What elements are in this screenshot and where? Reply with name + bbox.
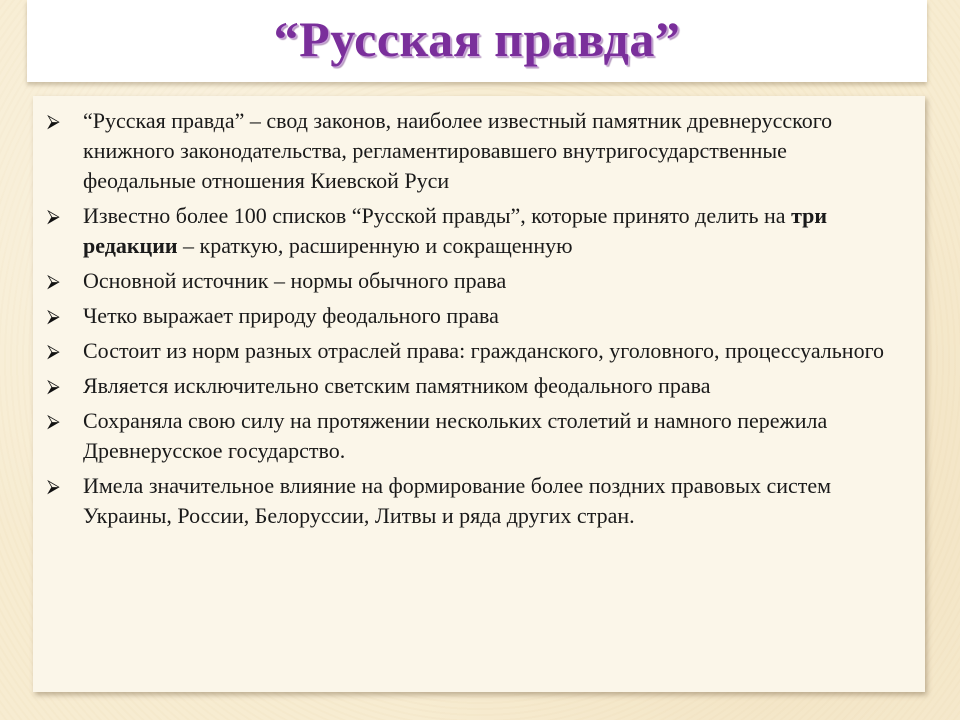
bullet-text-part: Известно более 100 списков “Русской правды”, которые принято делить на (83, 203, 792, 228)
bullet-text: Основной источник – нормы обычного права (83, 268, 507, 293)
arrow-bullet-icon: ⮚ (47, 306, 60, 327)
arrow-bullet-icon: ⮚ (47, 376, 60, 397)
bullet-text: Является исключительно светским памятником феодального права (83, 373, 711, 398)
bullet-item (45, 406, 905, 466)
arrow-bullet-icon: ⮚ (47, 411, 60, 432)
bullet-item (45, 336, 905, 366)
arrow-bullet-icon: ⮚ (47, 206, 60, 227)
slide-title: “Русская правда” (273, 11, 681, 67)
bullet-item (45, 471, 905, 531)
bullet-text: Четко выражает природу феодального права (83, 303, 499, 328)
title-bar (27, 0, 927, 82)
bullet-item (45, 266, 905, 296)
arrow-bullet-icon: ⮚ (47, 341, 60, 362)
content-box (33, 96, 925, 692)
bullet-item (45, 371, 905, 401)
bullet-text-part: – краткую, расширенную и сокращенную (177, 233, 573, 258)
bullet-text: “Русская правда” – свод законов, наиболее известный памятник древнерусского книжного законодательства, регламентировавшего внутригосударственные феодальные отношения Киевской Руси (83, 108, 833, 193)
bullet-item (45, 201, 905, 261)
arrow-bullet-icon: ⮚ (47, 271, 60, 292)
bullet-text: Состоит из норм разных отраслей права: гражданского, уголовного, процессуального (83, 338, 885, 363)
bullet-text: Сохраняла свою силу на протяжении нескольких столетий и намного пережила Древнерусское государство. (83, 408, 828, 463)
bullet-item (45, 301, 905, 331)
bullet-text-bold: три редакции (83, 203, 828, 258)
bullet-text: Имела значительное влияние на формирование более поздних правовых систем Украины, России, Белоруссии, Литвы и ряда других стран. (83, 473, 832, 528)
bullet-text (83, 203, 827, 258)
bullet-item (45, 106, 905, 196)
bullet-list (45, 106, 905, 531)
arrow-bullet-icon: ⮚ (47, 476, 60, 497)
arrow-bullet-icon: ⮚ (47, 111, 60, 132)
